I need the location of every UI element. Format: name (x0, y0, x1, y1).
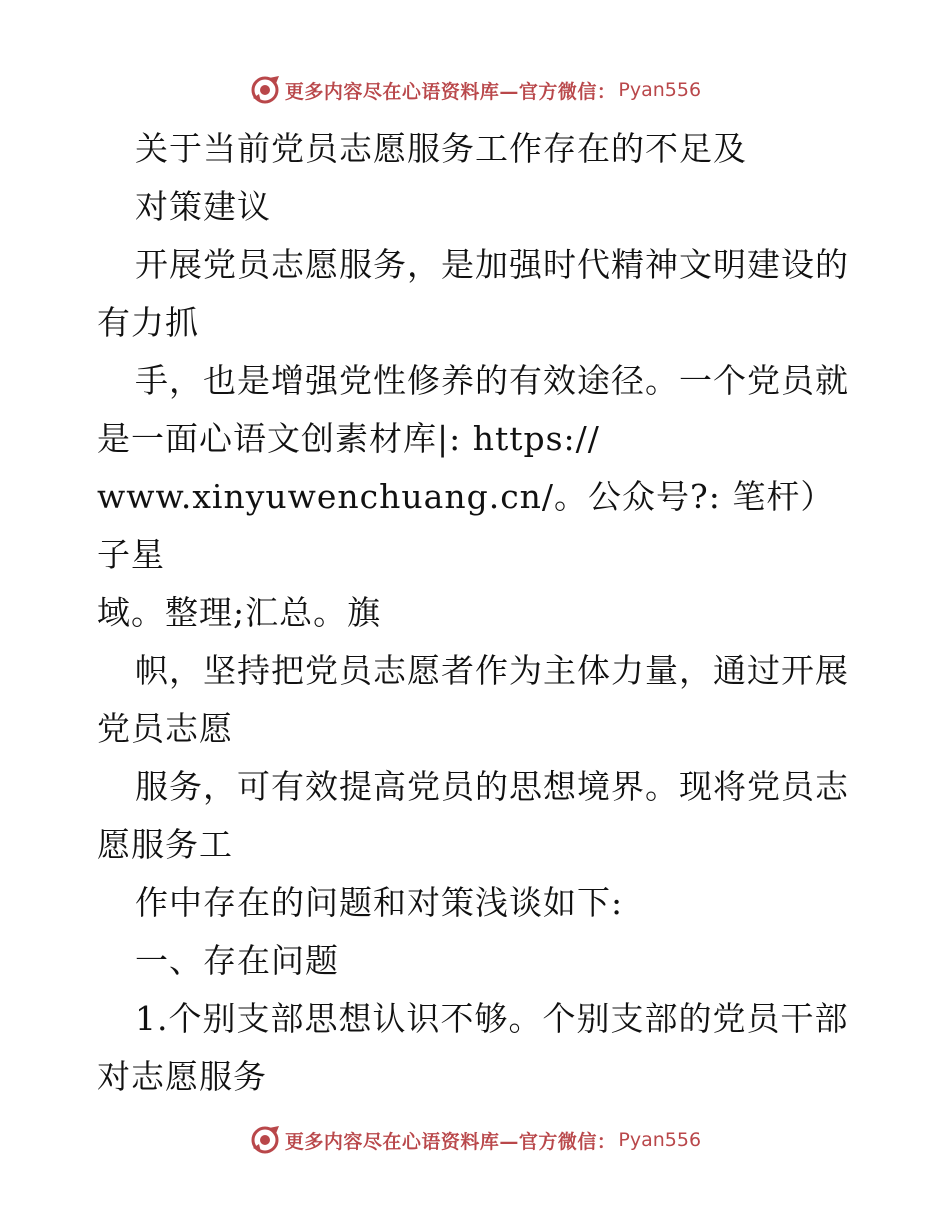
document-line: 域。整理;汇总。旗 (97, 593, 382, 632)
document-line: www.xinyuwenchuang.cn/。公众号?: 笔杆）子星 (97, 477, 835, 574)
section-heading: 一、存在问题 (135, 941, 339, 980)
document-body (97, 120, 857, 1106)
document-line: 作中存在的问题和对策浅谈如下: (135, 883, 624, 922)
footer-banner (0, 1120, 950, 1160)
banner-text: 更多内容尽在心语资料库—官方微信： (284, 80, 617, 103)
document-line: 帜，坚持把党员志愿者作为主体力量，通过开展 (135, 651, 849, 690)
pen-circle-logo-icon (249, 74, 281, 106)
document-line: 手，也是增强党性修养的有效途径。一个党员就 (135, 361, 849, 400)
banner-wechat-id: Pyan556 (618, 79, 702, 101)
pen-circle-logo-icon (249, 1124, 281, 1156)
header-banner (0, 70, 950, 110)
document-line: 愿服务工 (97, 825, 233, 864)
banner-text: 更多内容尽在心语资料库—官方微信： (284, 1130, 617, 1153)
document-line: 对策建议 (135, 187, 271, 226)
banner-wechat-id: Pyan556 (618, 1129, 702, 1151)
document-line: 有力抓 (97, 303, 199, 342)
document-line: 开展党员志愿服务，是加强时代精神文明建设的 (135, 245, 849, 284)
document-line: 是一面心语文创素材库|: https:// (97, 419, 600, 458)
document-line: 对志愿服务 (97, 1057, 267, 1096)
document-line: 党员志愿 (97, 709, 233, 748)
document-line: 1.个别支部思想认识不够。个别支部的党员干部 (135, 999, 849, 1038)
document-line: 关于当前党员志愿服务工作存在的不足及 (135, 129, 747, 168)
document-line: 服务，可有效提高党员的思想境界。现将党员志 (135, 767, 849, 806)
